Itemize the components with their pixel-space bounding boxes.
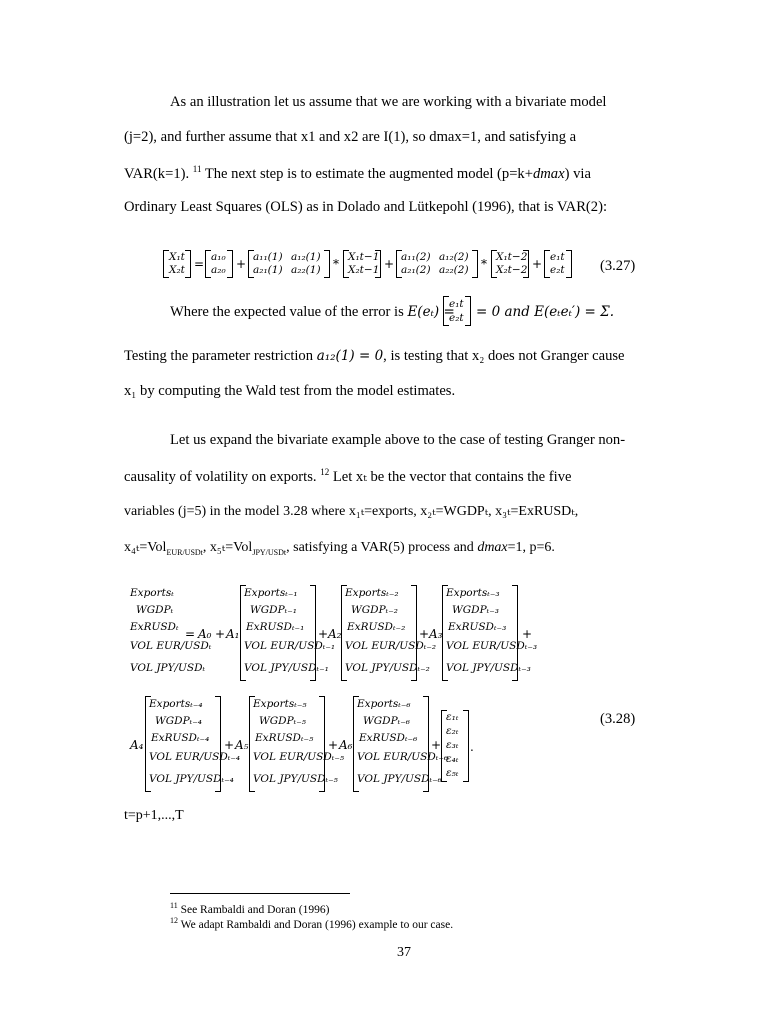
plus-sign: + (532, 257, 543, 271)
footnote-11 (170, 901, 329, 916)
para1-line1: As an illustration let us assume that we are working with a bivariate model (170, 94, 607, 110)
lag6-exports: Exportsₜ₋₆ (357, 698, 411, 710)
eq328-lag4-vector (145, 696, 241, 792)
eq327-a12-1: a₁₂(1) (291, 251, 321, 263)
eq327-coef-matrix-2 (396, 250, 478, 278)
eq327-a21-1: a₂₁(1) (253, 264, 283, 276)
coef-A0: A₀ (198, 627, 212, 641)
lag3-vol-jpy: VOL JPY/USDₜ₋₃ (446, 662, 531, 674)
eq327-x2t: X₂t (169, 264, 185, 276)
para3-line1: Let us expand the bivariate example above to the case of testing Granger non- (170, 432, 626, 448)
vol-eur-label: x₄ₜ=Vol (124, 540, 167, 555)
lag5-vol-eur: VOL EUR/USDₜ₋₅ (253, 751, 345, 763)
para1-line3-start: VAR(k=1). (124, 165, 190, 182)
lag6-wgdp: WGDPₜ₋₆ (363, 715, 411, 727)
footnote-separator (170, 893, 350, 894)
lag5-vol-jpy: VOL JPY/USDₜ₋₅ (253, 773, 338, 785)
coef-A4: A₄ (130, 738, 144, 752)
para3-line4-end: =1, p=6. (507, 540, 555, 555)
lag6-exrusd: ExRUSDₜ₋₆ (359, 732, 418, 744)
plus-sign: + (522, 627, 533, 641)
eq328-lag6-vector (353, 696, 449, 792)
eps-2t: ε₂ₜ (446, 725, 459, 737)
footnote-12-number: 12 (170, 916, 178, 925)
equation-label-3-28: (3.28) (600, 711, 636, 727)
footnote-ref-12[interactable]: 12 (320, 467, 330, 477)
dmax-term: dmax (532, 165, 565, 182)
equals-sign: = (194, 257, 205, 271)
footnote-11-text: See Rambaldi and Doran (1996) (180, 903, 330, 916)
eq327-e1t: e₁t (550, 251, 565, 263)
lag1-wgdp: WGDPₜ₋₁ (250, 604, 298, 616)
eq327-a12-2: a₁₂(2) (439, 251, 469, 263)
eq327-coef-matrix-1 (248, 250, 330, 278)
eq327-x1t: X₁t (169, 251, 185, 263)
lag4-vol-eur: VOL EUR/USDₜ₋₄ (149, 751, 241, 763)
eq328-lag5-vector (249, 696, 345, 792)
vol-eur-subscript: EUR/USDt (166, 547, 203, 557)
eq327-x2t-2: X₂t−2 (496, 264, 528, 276)
equation-label-3-27: (3.27) (600, 258, 636, 274)
eq328-error-vector (441, 710, 469, 782)
lag4-vol-jpy: VOL JPY/USDₜ₋₄ (149, 773, 234, 785)
para3-line3: variables (j=5) in the model 3.28 where x₁ₜ=exports, x₂ₜ=WGDPₜ, x₃ₜ=ExRUSDₜ, (124, 504, 579, 519)
eq327-error-vector (544, 250, 572, 278)
para1-line3-end: ) via (564, 165, 591, 182)
para2-line1 (124, 349, 644, 364)
eq327-a22-1: a₂₂(1) (291, 264, 321, 276)
para2-line1-start: Testing the parameter restriction (124, 348, 314, 364)
plus-sign: + (431, 738, 442, 752)
lag1-exports: Exportsₜ₋₁ (244, 587, 298, 599)
para3-line4 (124, 541, 644, 557)
eq327-a22-2: a₂₂(2) (439, 264, 469, 276)
lag3-wgdp: WGDPₜ₋₃ (452, 604, 500, 616)
plus-sign: + (236, 257, 247, 271)
eq327-a11-2: a₁₁(2) (401, 251, 431, 263)
error-line-text: Where the expected value of the error is (170, 304, 404, 320)
lag5-exports: Exportsₜ₋₅ (253, 698, 307, 710)
restriction-math: a₁₂(1) = 0 (316, 348, 384, 364)
lag2-exrusd: ExRUSDₜ₋₂ (347, 621, 406, 633)
eq328-lhs-wgdp: WGDPₜ (136, 604, 174, 616)
plus-sign: + (318, 627, 329, 641)
lag6-vol-eur: VOL EUR/USDₜ₋₆ (357, 751, 449, 763)
lag5-wgdp: WGDPₜ₋₅ (259, 715, 307, 727)
footnote-ref-11[interactable]: 11 (192, 164, 202, 174)
footnote-12-text: We adapt Rambaldi and Doran (1996) example to our case. (180, 918, 454, 931)
coef-A2: A₂ (328, 627, 342, 641)
lag2-wgdp: WGDPₜ₋₂ (351, 604, 399, 616)
para3-line4-text: , satisfying a VAR(5) process and (286, 540, 478, 555)
lag4-wgdp: WGDPₜ₋₄ (155, 715, 203, 727)
plus-sign: + (215, 627, 226, 641)
para1-line2: (j=2), and further assume that x1 and x2 are I(1), so dmax=1, and satisfying a (124, 129, 577, 145)
lag2-exports: Exportsₜ₋₂ (345, 587, 399, 599)
lag2-vol-eur: VOL EUR/USDₜ₋₂ (345, 640, 437, 652)
lag6-vol-jpy: VOL JPY/USDₜ₋₆ (357, 773, 442, 785)
plus-sign: + (384, 257, 395, 271)
eq327-lag1-vector (343, 250, 381, 278)
eq327-a21-2: a₂₁(2) (401, 264, 431, 276)
lag3-exports: Exportsₜ₋₃ (446, 587, 500, 599)
eq327-e2t: e₂t (550, 264, 565, 276)
times-sign: * (481, 257, 487, 271)
eq327-x1t-2: X₁t−2 (496, 251, 528, 263)
eps-4t: ε₄ₜ (446, 753, 459, 765)
period-mark: . (470, 740, 474, 754)
footnote-12 (170, 916, 453, 931)
plus-sign: + (328, 738, 339, 752)
coef-A1: A₁ (226, 627, 240, 641)
vol-jpy-subscript: JPY/USDt (252, 547, 287, 557)
para3-line2-end: Let xₜ be the vector that contains the five (329, 468, 572, 485)
eq327-a10: a₁₀ (211, 251, 226, 263)
eq327-const-vector (205, 250, 233, 278)
plus-sign: + (419, 627, 430, 641)
lag1-exrusd: ExRUSDₜ₋₁ (246, 621, 305, 633)
eps-5t: ε₅ₜ (446, 767, 459, 779)
lag2-vol-jpy: VOL JPY/USDₜ₋₂ (345, 662, 430, 674)
times-sign: * (333, 257, 339, 271)
eps-1t: ε₁ₜ (446, 711, 459, 723)
lag1-vol-eur: VOL EUR/USDₜ₋₁ (244, 640, 336, 652)
footnote-11-number: 11 (170, 901, 178, 910)
error-line-expectation: E(eₜ) = (407, 304, 455, 320)
lag5-exrusd: ExRUSDₜ₋₅ (255, 732, 314, 744)
eq327-x2t-1: X₂t−1 (348, 264, 380, 276)
eps-3t: ε₃ₜ (446, 739, 459, 751)
lag1-vol-jpy: VOL JPY/USDₜ₋₁ (244, 662, 329, 674)
dmax-term: dmax (477, 540, 508, 555)
para2-line1-end: , is testing that x₂ does not Granger cause (383, 348, 625, 364)
para1-line3 (124, 165, 644, 181)
coef-A6: A₆ (339, 738, 353, 752)
coef-A3: A₃ (429, 627, 443, 641)
error-e2t: e₂t (449, 312, 464, 324)
error-vector (443, 296, 471, 326)
error-e1t: e₁t (449, 298, 464, 310)
para1-line4: Ordinary Least Squares (OLS) as in Dolado and Lütkepohl (1996), that is VAR(2): (124, 199, 607, 215)
eq327-x1t-1: X₁t−1 (348, 251, 380, 263)
para3-line2 (124, 468, 644, 484)
eq328-lag3-vector (442, 585, 538, 681)
para1-line3-text: The next step is to estimate the augmented model (p=k+ (201, 165, 533, 182)
coef-A5: A₅ (235, 738, 249, 752)
time-range-line: t=p+1,...,T (124, 808, 184, 823)
eq327-lag2-vector (491, 250, 529, 278)
equals-sign: = (185, 627, 196, 641)
error-line-tail: = 0 and E(eₜeₜ′) = Σ. (476, 304, 614, 320)
lag4-exports: Exportsₜ₋₄ (149, 698, 203, 710)
eq327-a20: a₂₀ (211, 264, 226, 276)
vol-jpy-label: , x₅ₜ=Vol (202, 540, 253, 555)
plus-sign: + (224, 738, 235, 752)
eq328-lhs-exrusd: ExRUSDₜ (130, 621, 179, 633)
eq328-lhs-exports: Exportsₜ (130, 587, 174, 599)
eq327-lhs-vector (163, 250, 191, 278)
lag3-exrusd: ExRUSDₜ₋₃ (448, 621, 507, 633)
lag4-exrusd: ExRUSDₜ₋₄ (151, 732, 210, 744)
para2-line2: x₁ by computing the Wald test from the model estimates. (124, 383, 456, 399)
eq328-lhs-vol-eur: VOL EUR/USDₜ (130, 640, 212, 652)
eq327-a11-1: a₁₁(1) (253, 251, 283, 263)
eq328-lhs-vol-jpy: VOL JPY/USDₜ (130, 662, 206, 674)
lag3-vol-eur: VOL EUR/USDₜ₋₃ (446, 640, 538, 652)
page-number: 37 (397, 945, 411, 960)
para3-line2-start: causality of volatility on exports. (124, 468, 317, 485)
